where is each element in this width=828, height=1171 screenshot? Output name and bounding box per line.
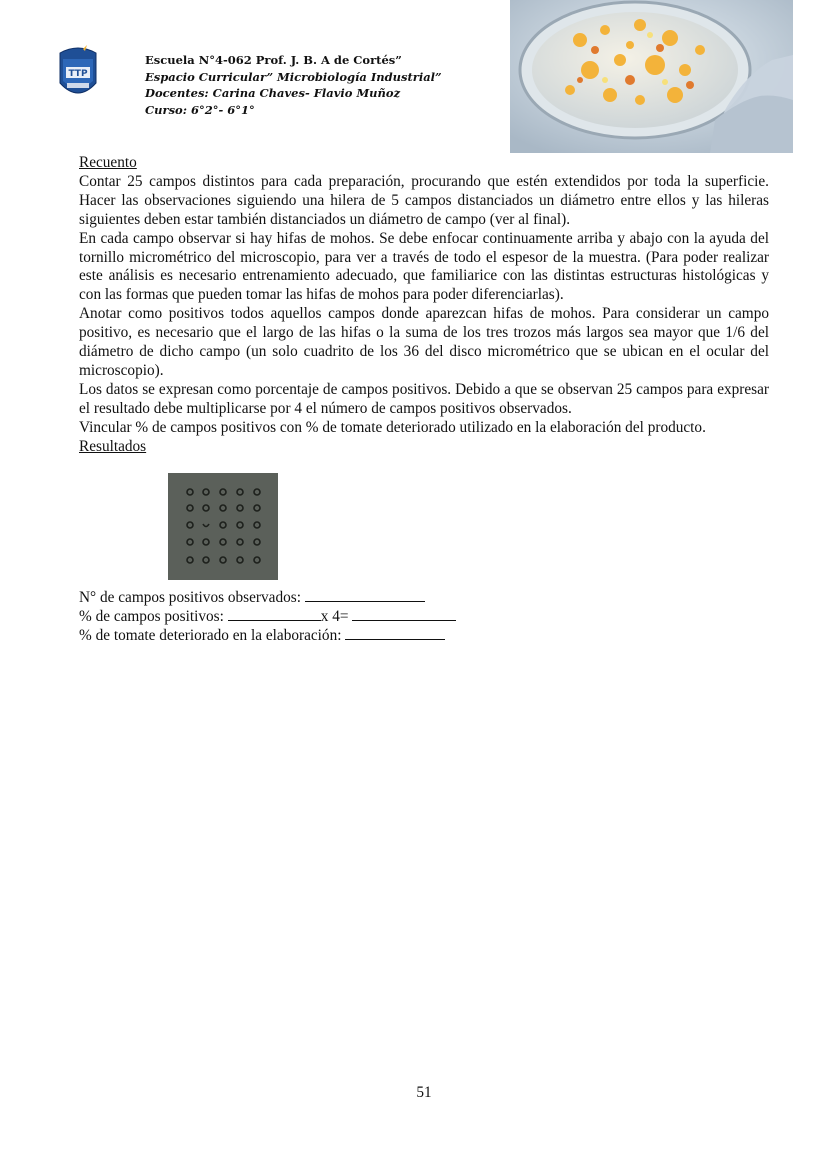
percent-result-blank[interactable] — [352, 608, 456, 621]
course: Curso: 6°2°- 6°1° — [145, 102, 255, 117]
paragraph: En cada campo observar si hay hifas de mohos. Se debe enfocar continuamente arriba y abajo con la ayuda del tornillo micrométrico del microscopio, para ver a través de todo el espesor de la muestra. (Para poder realizar este análisis es necesario entrenamiento adecuado, que familiarice con las distintas estructuras histológicas y con las formas que pueden tomar las hifas de mohos para poder diferenciarlas). — [79, 229, 769, 304]
multiplier-label: x 4= — [320, 607, 349, 625]
document-header — [145, 52, 442, 118]
deteriorated-tomato-line — [79, 627, 679, 646]
results-form — [79, 589, 679, 646]
deteriorated-tomato-blank[interactable] — [345, 627, 445, 640]
positive-fields-label: N° de campos positivos observados: — [79, 589, 301, 606]
subject-name: Espacio Curricular” Microbiología Industrial” — [145, 69, 442, 84]
paragraph: Vincular % de campos positivos con % de tomate deteriorado utilizado en la elaboración del producto. — [79, 418, 706, 436]
recuento-title: Recuento — [79, 154, 137, 171]
school-logo — [57, 45, 99, 101]
positive-fields-blank[interactable] — [305, 589, 425, 602]
percent-positive-line — [79, 608, 679, 627]
deteriorated-tomato-label: % de tomate deteriorado en la elaboración: — [79, 626, 342, 644]
school-name: Escuela N°4-062 Prof. J. B. A de Cortés” — [145, 53, 402, 67]
positive-fields-line — [79, 589, 679, 608]
resultados-title: Resultados — [79, 437, 147, 455]
microscope-fields-figure — [168, 473, 278, 580]
paragraph: Los datos se expresan como porcentaje de campos positivos. Debido a que se observan 25 campos para expresar el resultado debe multiplicarse por 4 el número de campos positivos observados. — [79, 380, 769, 417]
teachers: Docentes: Carina Chaves- Flavio Muñoz — [145, 86, 401, 100]
percent-positive-label: % de campos positivos: — [79, 607, 224, 625]
logo-text: TTP — [68, 69, 88, 79]
recuento-section — [79, 154, 769, 457]
page-number: 51 — [416, 1084, 432, 1101]
paragraph: Contar 25 campos distintos para cada preparación, procurando que estén extendidos por toda la superficie. Hacer las observaciones siguiendo una hilera de 5 campos distanciados un diámetro entre ellos y las hileras siguientes deben estar también distanciados un diámetro de campo (ver al final). — [79, 172, 769, 228]
paragraph: Anotar como positivos todos aquellos campos donde aparezcan hifas de mohos. Para considerar un campo positivo, es necesario que el largo de las hifas o la suma de los tres trozos más largos sea mayor que 1/6 del diámetro de dicho campo (un solo cuadrito de los 36 del disco micrométrico que se ubican en el ocular del microscopio). — [79, 305, 769, 379]
petri-dish-photo — [510, 0, 793, 153]
percent-positive-blank[interactable] — [228, 608, 321, 621]
